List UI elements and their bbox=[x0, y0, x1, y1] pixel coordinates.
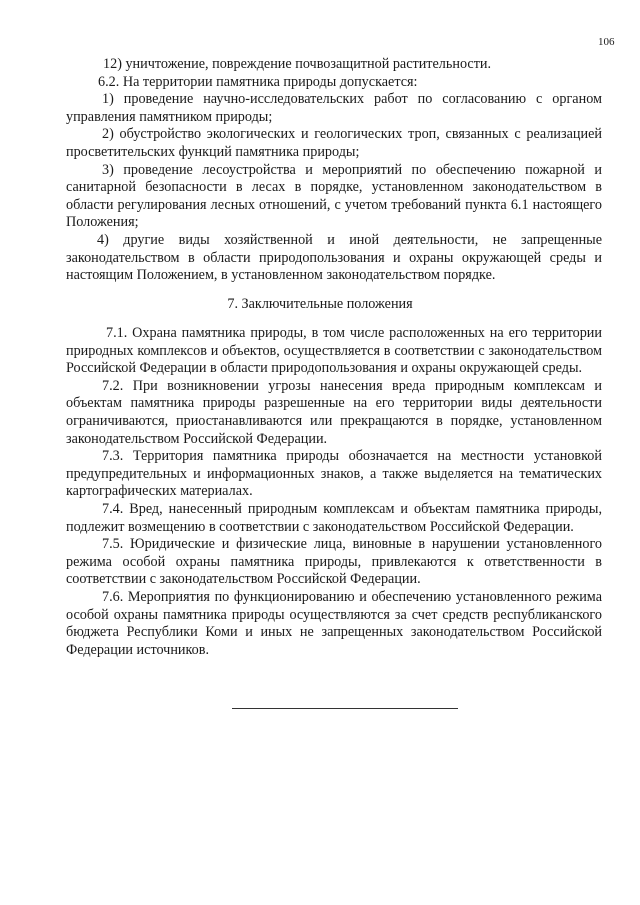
section-title: 7. Заключительные положения bbox=[227, 296, 413, 312]
permitted-item-3: 3) проведение лесоустройства и мероприятий по обеспечению пожарной и санитарной безопасности в лесах в порядке, установленном законодательством в области регулирования лесных отношений, с учетом требований пункта 6.1 настоящего Положения; bbox=[66, 161, 602, 231]
clause-6-2: 6.2. На территории памятника природы допускается: bbox=[98, 73, 418, 90]
permitted-activities-block bbox=[66, 56, 602, 285]
final-provisions-block bbox=[66, 325, 602, 659]
end-divider bbox=[232, 708, 458, 709]
clause-7-2: 7.2. При возникновении угрозы нанесения вреда природным комплексам и объектам памятника природы разрешенные на его территории виды деятельности ограничиваются, приостанавливаются или прекращаются в порядке, установленном законодательством Российской Федерации. bbox=[66, 377, 602, 447]
item-12: 12) уничтожение, повреждение почвозащитной растительности. bbox=[103, 56, 492, 72]
clause-7-3: 7.3. Территория памятника природы обозначается на местности установкой предупредительных и информационных знаков, а также выделяется на тематических картографических материалах. bbox=[66, 448, 602, 500]
permitted-item-4: 4) другие виды хозяйственной и иной деятельности, не запрещенные законодательством в области природопользования и охраны окружающей среды и настоящим Положением, в установленном законодательством порядке. bbox=[66, 231, 602, 284]
clause-7-1: 7.1. Охрана памятника природы, в том числе расположенных на его территории природных комплексов и объектов, осуществляется в соответствии с законодательством Российской Федерации в области природопользования и охраны окружающей среды. bbox=[66, 325, 602, 377]
permitted-item-2: 2) обустройство экологических и геологических троп, связанных с реализацией просветительских функций памятника природы; bbox=[66, 126, 602, 160]
clause-7-6: 7.6. Мероприятия по функционированию и обеспечению установленного режима особой охраны памятника природы осуществляются за счет средств республиканского бюджета Республики Коми и иных не запрещенных законодательством Российской Федерации источников. bbox=[66, 588, 602, 658]
clause-7-5: 7.5. Юридические и физические лица, виновные в нарушении установленного режима особой охраны памятника природы, привлекаются к ответственности в соответствии с законодательством Российской Федерации. bbox=[66, 536, 602, 588]
clause-7-4: 7.4. Вред, нанесенный природным комплексам и объектам памятника природы, подлежит возмещению в соответствии с законодательством Российской Федерации. bbox=[66, 500, 602, 535]
page-number: 106 bbox=[598, 36, 615, 48]
permitted-item-1: 1) проведение научно-исследовательских работ по согласованию с органом управления памятником природы; bbox=[66, 91, 602, 125]
